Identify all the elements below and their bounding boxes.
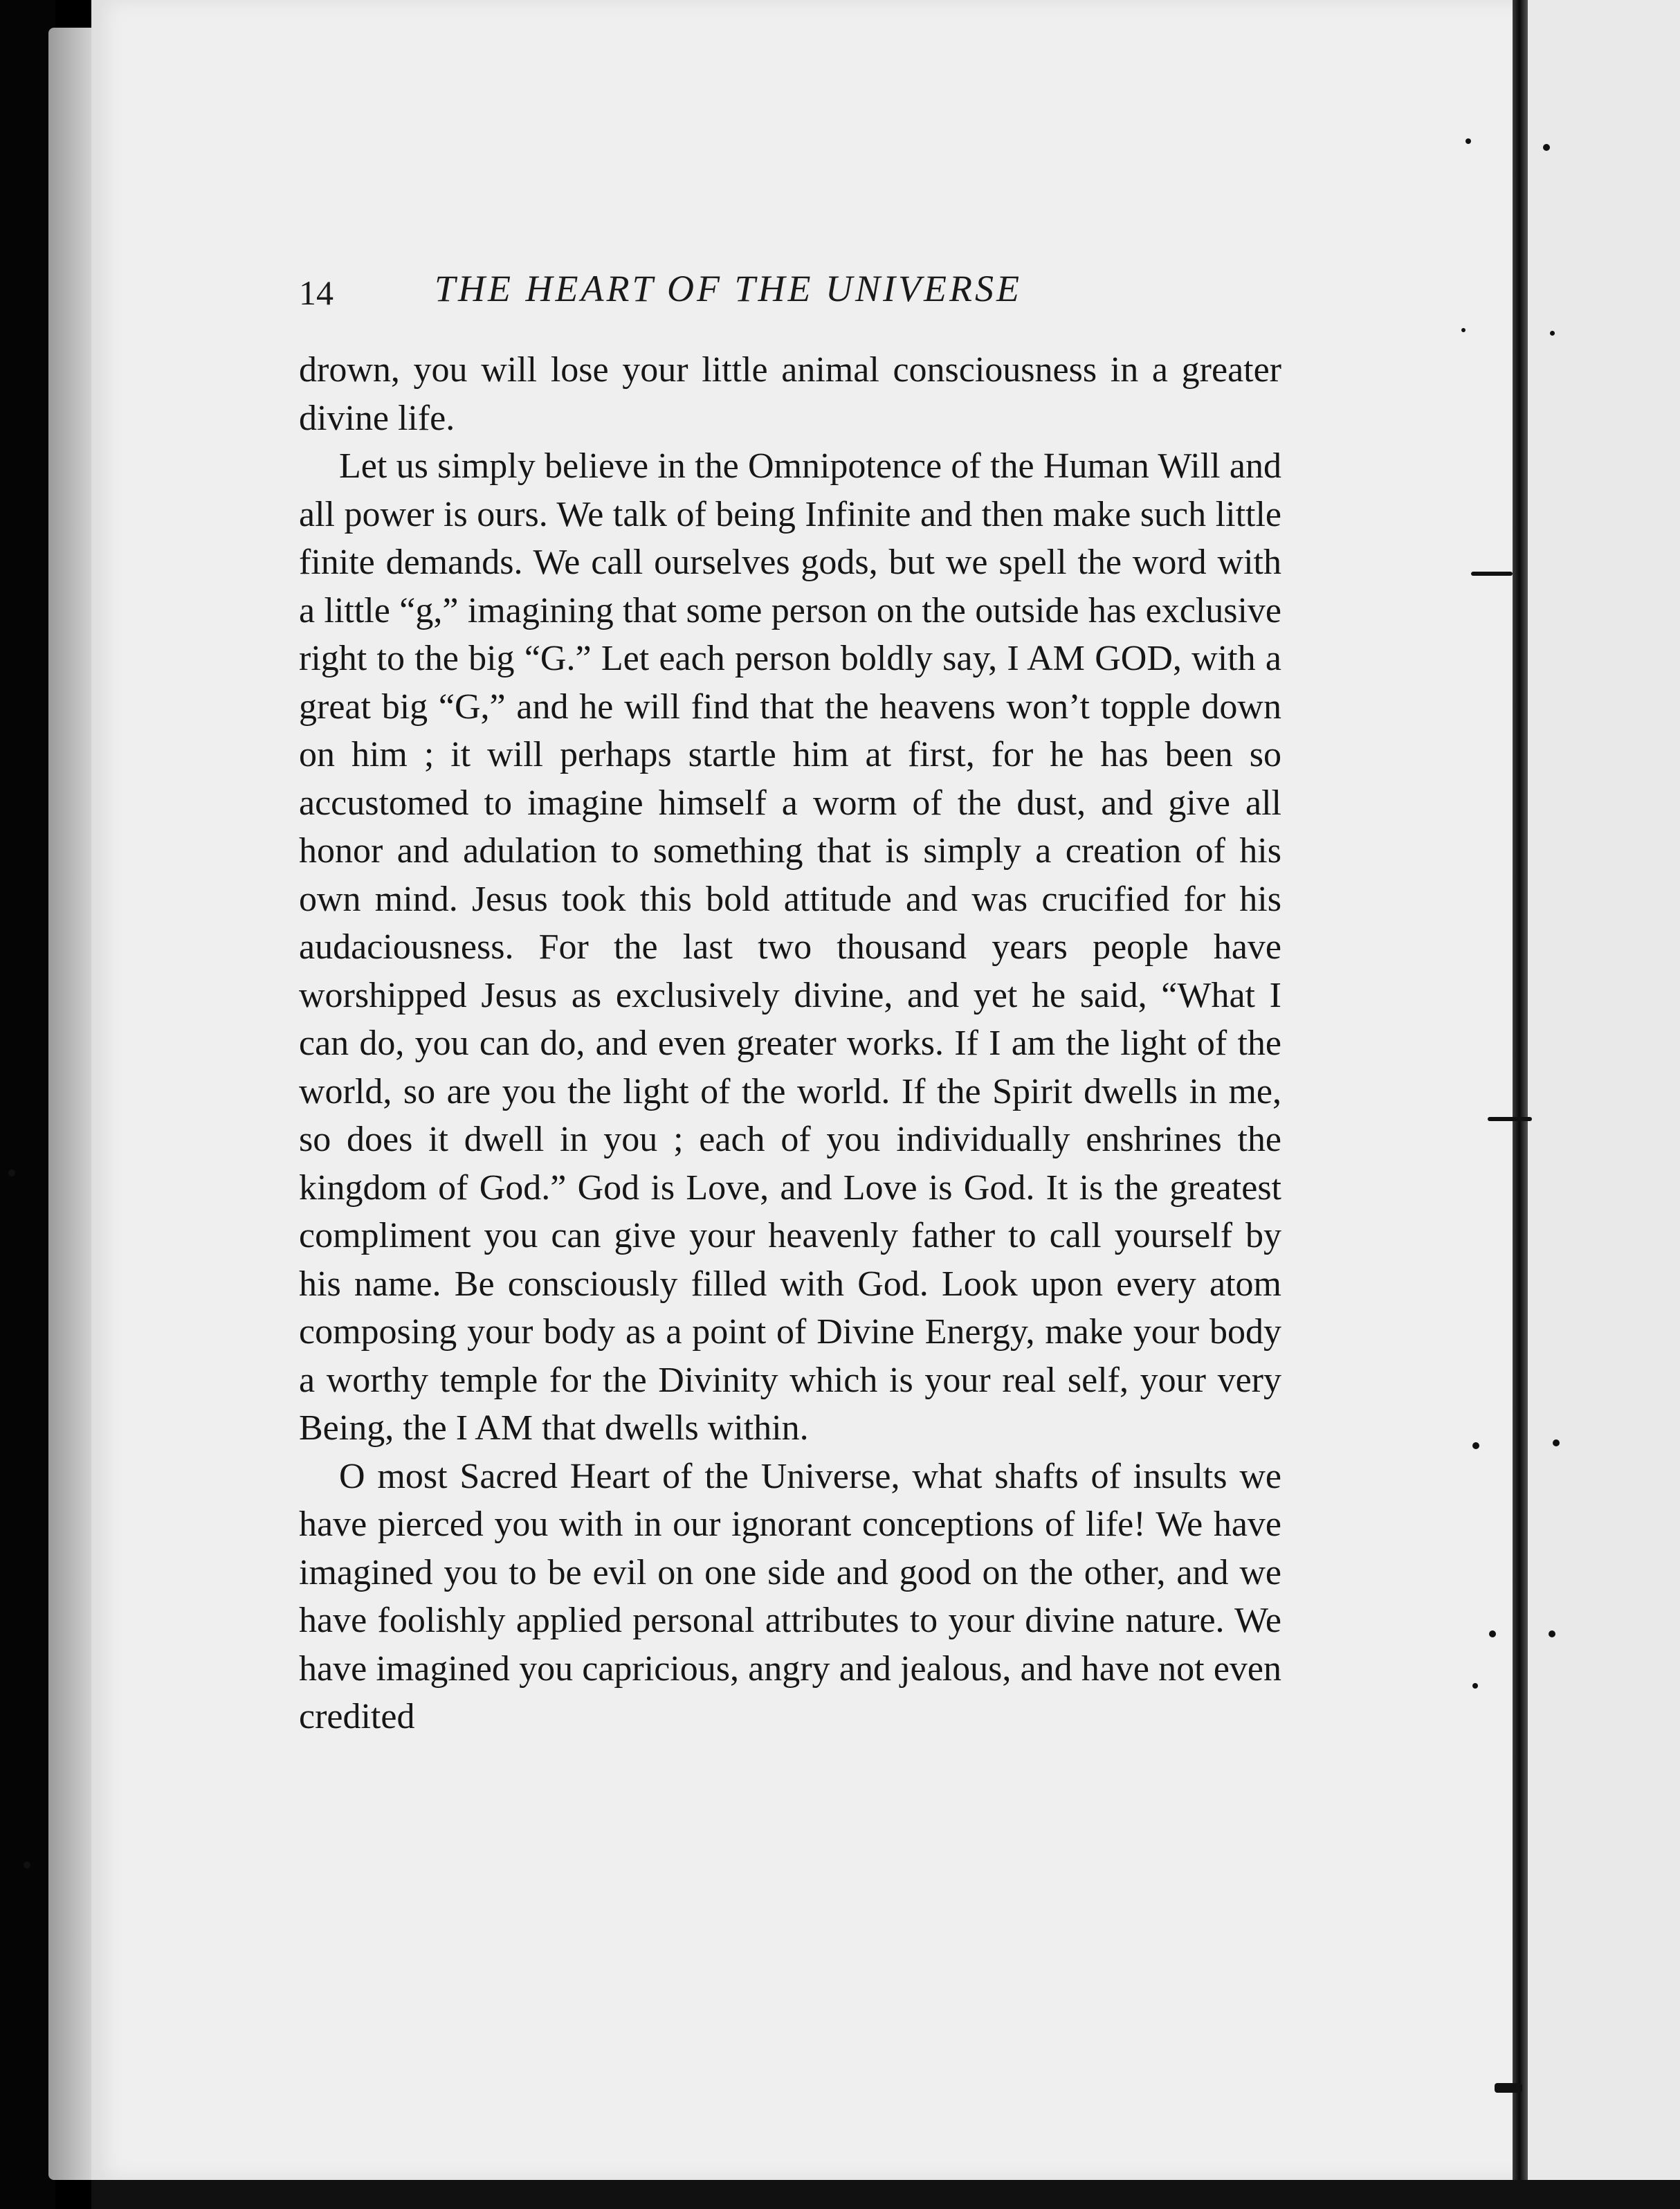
scan-left-shadow xyxy=(0,0,55,2209)
scan-speck xyxy=(1466,138,1471,144)
paragraph: drown, you will lose your little animal consciousness in a greater divine life. xyxy=(299,350,1281,438)
scan-speck xyxy=(1549,1630,1555,1637)
scan-bottom-edge xyxy=(91,2180,1680,2209)
running-title: THE HEART OF THE UNIVERSE xyxy=(435,268,1022,309)
scan-speck xyxy=(1488,1117,1532,1121)
scan-speck xyxy=(1553,1439,1560,1446)
scan-speck xyxy=(24,1862,30,1869)
body-text xyxy=(299,346,1281,1741)
scan-speck xyxy=(1550,331,1555,336)
back-page-edge xyxy=(48,28,97,2180)
binding-gutter xyxy=(1513,0,1528,2180)
scan-speck xyxy=(8,1170,15,1176)
scan-speck xyxy=(1543,144,1550,151)
scan-speck xyxy=(1489,1630,1496,1637)
scan-speck xyxy=(1472,1442,1479,1449)
scan-speck xyxy=(1495,2083,1522,2093)
paragraph: O most Sacred Heart of the Universe, what shafts of insults we have pierced you with in our ignorant conceptions of life! We have imagined you to be evil on one side and good on the other, and we have foolishly applied personal attributes to your divine nature. We have imagined you capricious, angry and jealous, and have not even credited xyxy=(299,1456,1281,1736)
scan-speck xyxy=(1472,1683,1478,1689)
page-header xyxy=(299,267,1281,322)
scan-speck xyxy=(1471,572,1513,576)
scan-speck xyxy=(1461,328,1466,332)
adjacent-page xyxy=(1525,0,1680,2180)
page-number: 14 xyxy=(299,273,334,312)
paragraph: Let us simply believe in the Omnipotence of the Human Will and all power is ours. We talk of being Infinite and then make such little finite demands. We call ourselves gods, but we spell the word with a little “g,” imagining that some person on the outside has exclusive right to the big “G.” Let each person boldly say, I AM GOD, with a great big “G,” and he will find that the heavens won’t topple down on him ; it will perhaps startle him at first, for he has been so accustomed to imagine himself a worm of the dust, and give all honor and adulation to something that is simply a creation of his own mind. Jesus took this bold attitude and was crucified for his audaciousness. For the last two thousand years people have worshipped Jesus as exclusively divine, and yet he said, “What I can do, you can do, and even greater works. If I am the light of the world, so are you the light of the world. If the Spirit dwells in me, so does it dwell in you ; each of you individually enshrines the kingdom of God.” God is Love, and Love is God. It is the greatest compliment you can give your heavenly father to call yourself by his name. Be consciously filled with God. Look upon every atom composing your body as a point of Divine Energy, make your body a worthy temple for the Divinity which is your real self, your very Being, the I AM that dwells within. xyxy=(299,446,1281,1448)
